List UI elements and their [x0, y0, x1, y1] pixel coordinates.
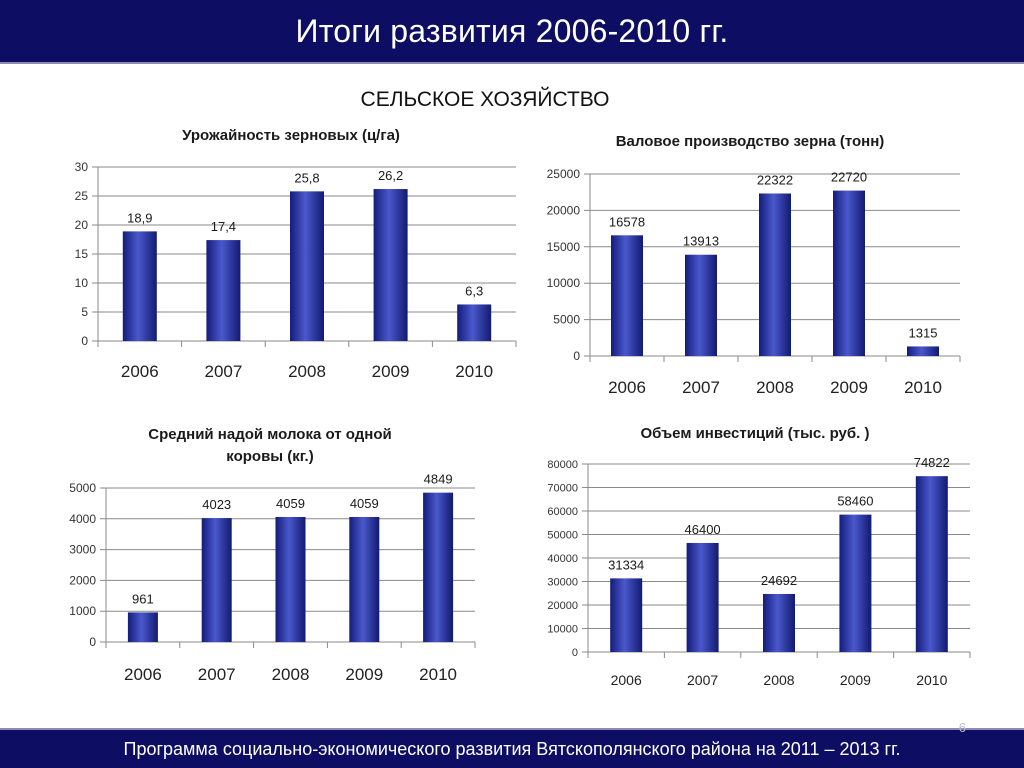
- chart-2: [547, 133, 960, 397]
- y-tick-label: 40000: [547, 553, 578, 565]
- x-tick-label: 2006: [608, 378, 646, 397]
- bar-value-label: 4023: [202, 497, 232, 513]
- y-tick-label: 80000: [547, 459, 578, 471]
- y-tick-label: 20: [74, 218, 88, 232]
- bar: [610, 578, 642, 652]
- bar: [611, 235, 643, 356]
- bar: [206, 240, 240, 341]
- y-tick-label: 50000: [547, 529, 578, 542]
- y-tick-label: 15: [74, 247, 88, 261]
- bar: [839, 515, 871, 652]
- footer-text: Программа социально-экономического развития Вятскополянского района на 2011 – 2013 гг.: [123, 738, 901, 759]
- bar-value-label: 18,9: [127, 210, 153, 226]
- x-tick-label: 2010: [916, 672, 948, 688]
- x-tick-label: 2009: [371, 362, 410, 381]
- y-tick-label: 2000: [69, 573, 96, 588]
- y-tick-label: 25000: [546, 167, 580, 181]
- page-number: 6: [958, 720, 966, 735]
- y-tick-label: 25: [74, 189, 88, 203]
- bar-value-label: 4059: [276, 495, 305, 511]
- x-tick-label: 2010: [419, 665, 458, 684]
- bar: [687, 543, 719, 652]
- bar-value-label: 17,4: [210, 219, 237, 235]
- bar-value-label: 26,2: [377, 168, 404, 184]
- bar-value-label: 22720: [830, 169, 868, 185]
- y-tick-label: 30: [74, 160, 88, 174]
- x-tick-label: 2006: [120, 362, 159, 381]
- y-tick-label: 5000: [553, 312, 580, 327]
- y-tick-label: 10: [74, 276, 88, 290]
- bar: [457, 304, 491, 341]
- y-tick-label: 4000: [69, 511, 96, 526]
- bar-value-label: 13913: [682, 233, 720, 249]
- y-tick-label: 20000: [546, 203, 580, 218]
- bar: [763, 594, 795, 652]
- bar-value-label: 58460: [837, 493, 874, 509]
- chart-3: [69, 426, 475, 684]
- bar-value-label: 22322: [756, 172, 794, 188]
- bar-value-label: 1315: [908, 325, 938, 341]
- bar: [349, 517, 379, 642]
- slide-title: Итоги развития 2006-2010 гг.: [295, 12, 729, 49]
- x-tick-label: 2009: [830, 378, 868, 397]
- x-tick-label: 2007: [687, 672, 719, 688]
- x-tick-label: 2006: [610, 672, 642, 688]
- chart-4: [547, 425, 970, 688]
- x-tick-label: 2010: [455, 362, 494, 381]
- y-tick-label: 0: [81, 334, 88, 348]
- bar: [916, 476, 948, 652]
- x-tick-label: 2008: [288, 362, 326, 381]
- bar-value-label: 4059: [349, 495, 379, 511]
- y-tick-label: 10000: [547, 623, 578, 636]
- bar-value-label: 31334: [608, 557, 645, 573]
- bar: [290, 191, 324, 341]
- bar-value-label: 6,3: [465, 283, 484, 299]
- y-tick-label: 3000: [69, 542, 96, 557]
- y-tick-label: 0: [571, 647, 578, 659]
- x-tick-label: 2007: [197, 665, 236, 684]
- chart-title: Средний надой молока от одной: [148, 426, 392, 443]
- y-tick-label: 0: [573, 349, 580, 363]
- bar-value-label: 74822: [913, 455, 950, 471]
- bar-value-label: 16578: [608, 214, 646, 230]
- x-tick-label: 2007: [204, 362, 243, 381]
- chart-title: Валовое производство зерна (тонн): [615, 133, 885, 150]
- chart-title: Урожайность зерновых (ц/га): [182, 127, 400, 144]
- x-tick-label: 2009: [839, 672, 871, 688]
- bar: [123, 231, 157, 341]
- x-tick-label: 2009: [345, 665, 384, 684]
- x-tick-label: 2008: [756, 378, 794, 397]
- x-tick-label: 2010: [904, 378, 942, 397]
- bar: [202, 518, 232, 642]
- section-title: СЕЛЬСКОЕ ХОЗЯЙСТВО: [360, 88, 610, 111]
- bar: [276, 517, 306, 642]
- y-tick-label: 60000: [547, 506, 578, 518]
- bar: [907, 346, 939, 356]
- bar: [374, 189, 408, 341]
- y-tick-label: 5: [81, 305, 88, 319]
- x-tick-label: 2008: [271, 665, 310, 684]
- y-tick-label: 0: [89, 635, 96, 649]
- chart-title: коровы (кг.): [226, 448, 314, 465]
- y-tick-label: 70000: [547, 482, 578, 495]
- bar-value-label: 4849: [423, 471, 453, 487]
- y-tick-label: 20000: [547, 600, 578, 612]
- bar-value-label: 24692: [760, 572, 798, 588]
- bar: [685, 255, 717, 356]
- y-tick-label: 30000: [547, 576, 578, 589]
- y-tick-label: 15000: [546, 239, 580, 254]
- chart-1: [75, 127, 516, 381]
- slide-footer: [0, 728, 1024, 768]
- y-tick-label: 1000: [69, 604, 96, 619]
- x-tick-label: 2008: [763, 672, 795, 688]
- bar: [128, 612, 158, 642]
- y-tick-label: 10000: [546, 276, 580, 291]
- bar-value-label: 961: [132, 591, 154, 607]
- bar: [423, 493, 453, 642]
- bar: [759, 193, 791, 356]
- chart-title: Объем инвестиций (тыс. руб. ): [640, 425, 870, 442]
- x-tick-label: 2007: [682, 378, 720, 397]
- x-tick-label: 2006: [123, 665, 162, 684]
- bar-value-label: 46400: [684, 521, 721, 537]
- bar: [833, 191, 865, 356]
- bar-value-label: 25,8: [294, 170, 320, 186]
- y-tick-label: 5000: [69, 481, 96, 495]
